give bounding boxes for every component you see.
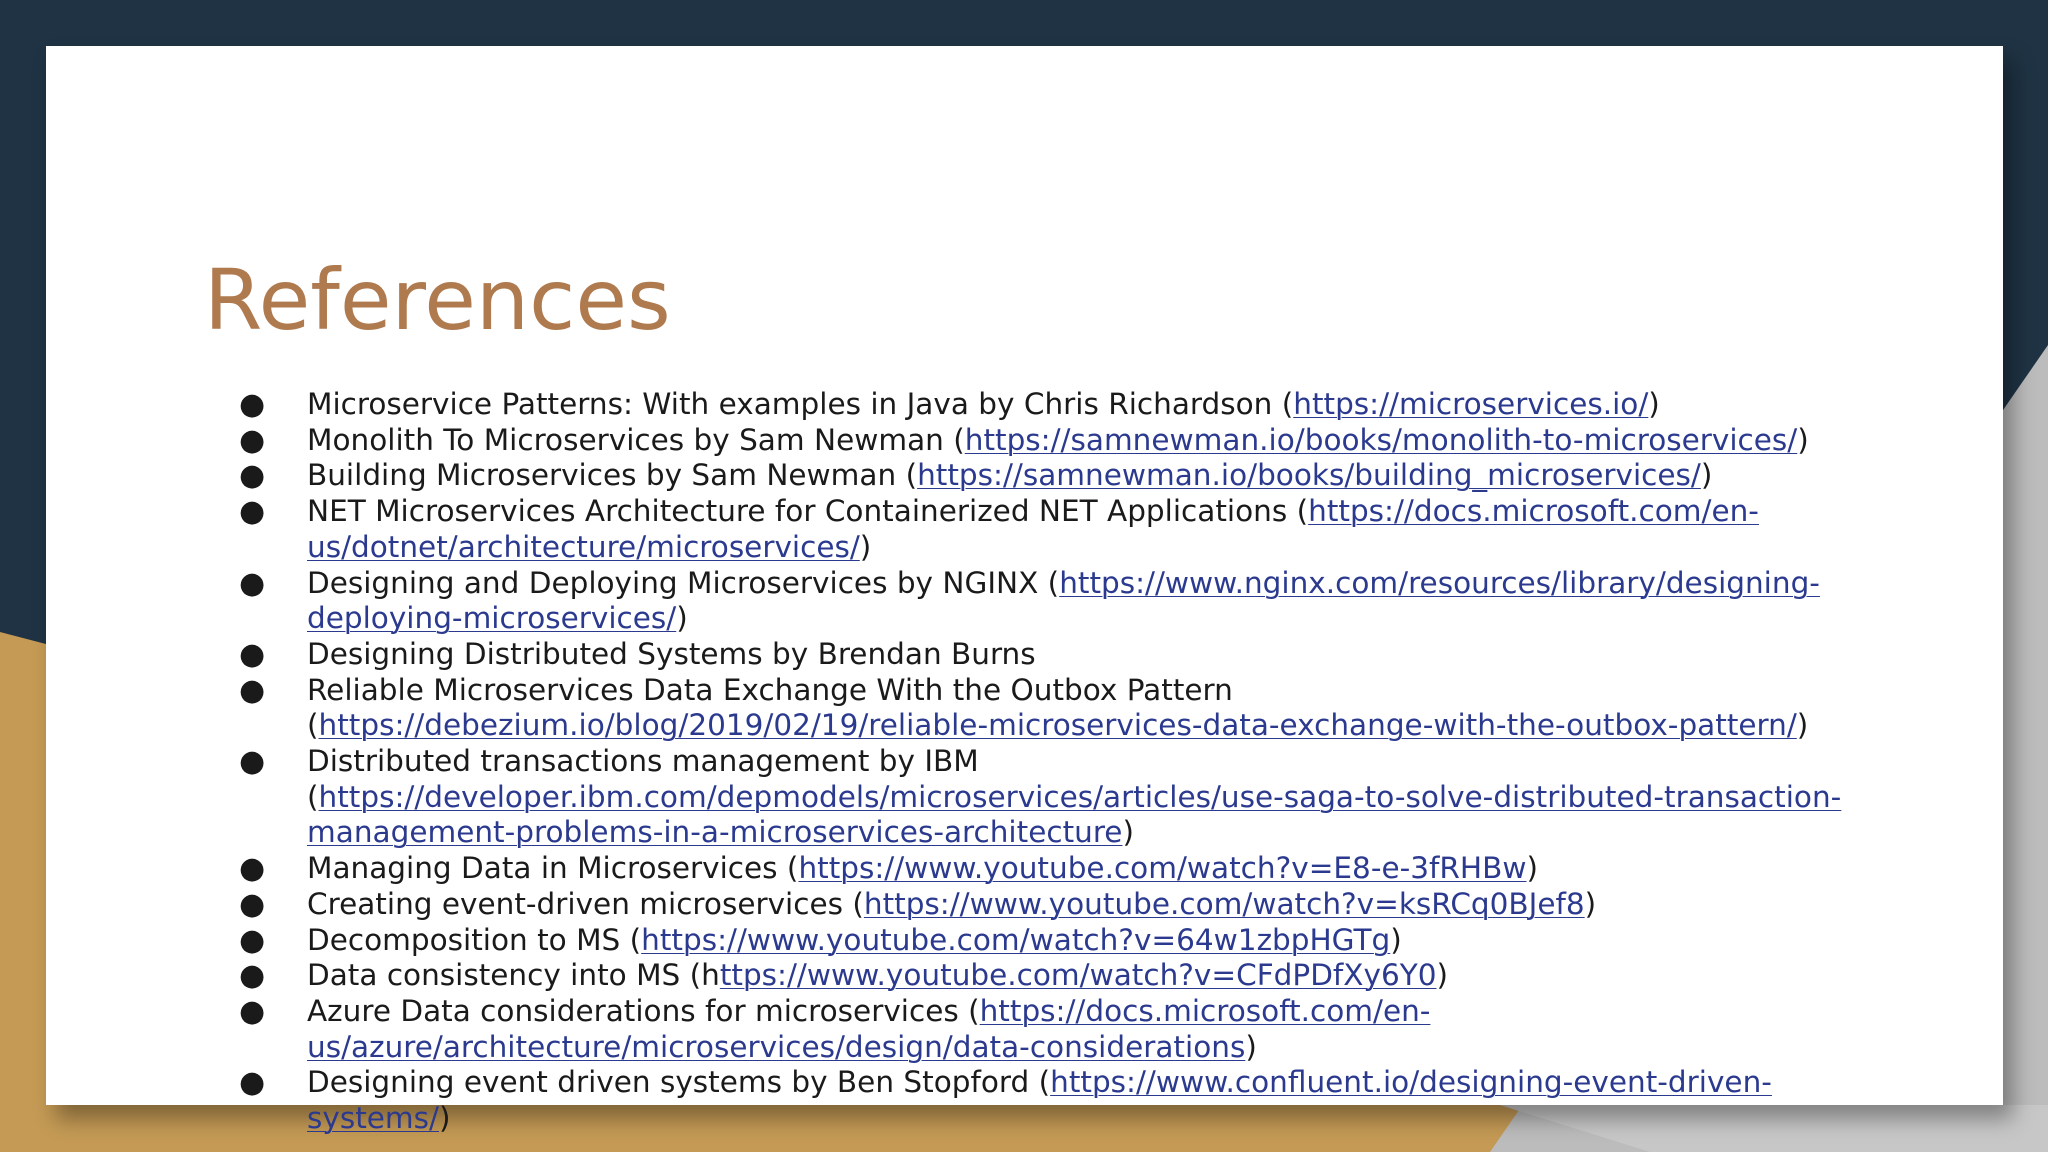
reference-link[interactable]: https://docs.microsoft.com/en-us/dotnet/architecture/microservices/ — [307, 494, 1759, 564]
bullet-icon: ● — [239, 851, 266, 887]
reference-link[interactable]: https://www.youtube.com/watch?v=E8-e-3fRHBw — [798, 851, 1527, 886]
references-list — [46, 387, 2003, 1137]
reference-closing: ) — [1648, 387, 1660, 421]
reference-link[interactable]: https://microservices.io/ — [1293, 387, 1649, 421]
reference-link[interactable]: https://www.nginx.com/resources/library/designing-deploying-microservices/ — [307, 565, 1820, 636]
bullet-icon: ● — [239, 744, 266, 780]
reference-link[interactable]: https://samnewman.io/books/monolith-to-microservices/ — [964, 422, 1798, 457]
reference-item-11 — [46, 923, 1907, 959]
bullet-icon: ● — [239, 636, 266, 672]
bullet-icon: ● — [239, 387, 266, 422]
reference-text: Monolith To Microservices by Sam Newman ( — [307, 422, 965, 457]
reference-link[interactable]: ttps://www.youtube.com/watch?v=CFdPDfXy6Y0 — [719, 958, 1437, 993]
reference-item-6 — [46, 637, 1907, 673]
reference-link[interactable]: https://www.confluent.io/designing-event-driven-systems/ — [307, 1065, 1772, 1136]
reference-closing: ) — [1390, 922, 1402, 957]
reference-link[interactable]: https://debezium.io/blog/2019/02/19/reliable-microservices-data-exchange-with-the-outbox-pattern/ — [318, 708, 1797, 743]
reference-link[interactable]: https://docs.microsoft.com/en-us/azure/architecture/microservices/design/data-considerations — [307, 993, 1431, 1064]
reference-text: Microservice Patterns: With examples in Java by Chris Richardson ( — [307, 387, 1294, 421]
reference-item-2 — [46, 423, 1907, 459]
reference-closing: ) — [859, 529, 872, 564]
reference-closing: ) — [1584, 886, 1597, 921]
reference-text: Reliable Microservices Data Exchange With the Outbox Pattern ( — [307, 672, 1233, 743]
slide-card — [46, 46, 2003, 1136]
bullet-icon: ● — [239, 1065, 266, 1101]
reference-text: Designing Distributed Systems by Brendan Burns — [307, 636, 1036, 671]
reference-closing: ) — [676, 601, 688, 636]
reference-closing: ) — [438, 1101, 451, 1136]
reference-link[interactable]: https://samnewman.io/books/building_microservices/ — [917, 458, 1701, 493]
reference-closing: ) — [1700, 458, 1713, 493]
reference-text: Data consistency into MS (h — [307, 958, 720, 993]
reference-text: Managing Data in Microservices ( — [307, 851, 799, 886]
reference-item-7 — [46, 673, 1907, 744]
bullet-icon: ● — [239, 886, 266, 922]
reference-link[interactable]: https://www.youtube.com/watch?v=ksRCq0BJef8 — [863, 886, 1585, 921]
reference-closing: ) — [1797, 422, 1809, 457]
reference-item-5 — [46, 566, 1907, 637]
bullet-icon: ● — [239, 565, 266, 601]
reference-text: Decomposition to MS ( — [307, 922, 642, 957]
reference-text: Designing and Deploying Microservices by NGINX ( — [307, 565, 1060, 600]
reference-text: NET Microservices Architecture for Containerized NET Applications ( — [307, 494, 1309, 529]
reference-item-3 — [46, 458, 1907, 494]
reference-closing: ) — [1245, 1029, 1257, 1064]
reference-item-10 — [46, 887, 1907, 923]
bullet-icon: ● — [239, 993, 266, 1029]
reference-item-9 — [46, 851, 1907, 887]
bullet-icon: ● — [239, 922, 266, 958]
reference-text: Designing event driven systems by Ben Stopford ( — [307, 1065, 1051, 1100]
reference-text: Distributed transactions management by IBM ( — [307, 744, 979, 814]
reference-item-4 — [46, 494, 1907, 565]
reference-item-13 — [46, 994, 1907, 1065]
reference-link[interactable]: https://www.youtube.com/watch?v=64w1zbpHGTg — [641, 922, 1391, 957]
bullet-icon: ● — [239, 494, 266, 530]
bullet-icon: ● — [239, 422, 266, 458]
reference-text: Building Microservices by Sam Newman ( — [307, 458, 918, 493]
reference-item-14 — [46, 1065, 1907, 1136]
reference-text: Azure Data considerations for microservices ( — [307, 993, 980, 1028]
reference-text: Creating event-driven microservices ( — [307, 886, 864, 921]
reference-item-1 — [46, 387, 1907, 423]
reference-item-8 — [46, 744, 1907, 851]
reference-closing: ) — [1122, 815, 1134, 850]
reference-closing: ) — [1526, 851, 1538, 886]
bullet-icon: ● — [239, 958, 266, 994]
reference-closing: ) — [1436, 958, 1449, 993]
reference-link[interactable]: https://developer.ibm.com/depmodels/microservices/articles/use-saga-to-solve-distributed-transaction-management-problems-in-a-microservices-architecture — [307, 779, 1842, 850]
reference-closing: ) — [1796, 708, 1809, 743]
reference-item-12 — [46, 958, 1907, 994]
slide-title: References — [204, 251, 671, 349]
bullet-icon: ● — [239, 458, 266, 494]
bullet-icon: ● — [239, 672, 266, 708]
